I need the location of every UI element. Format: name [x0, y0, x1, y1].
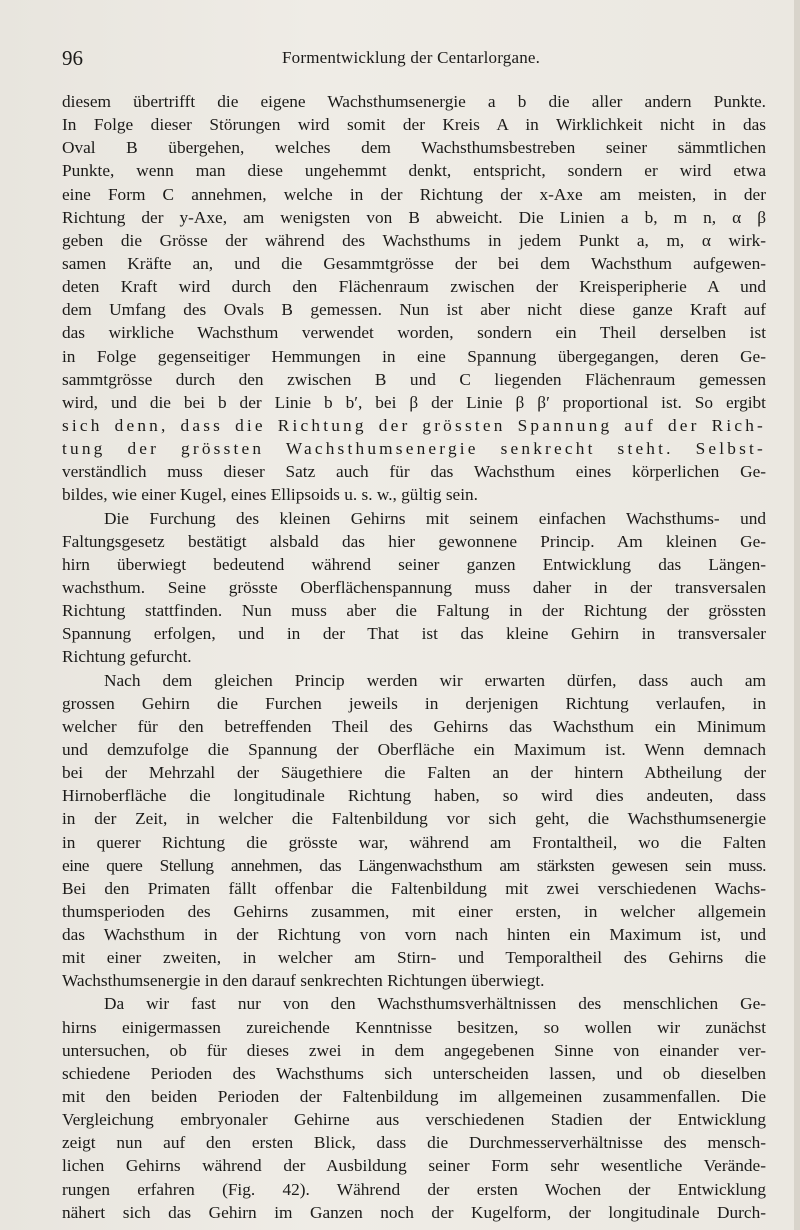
text-line: hirns einigermassen zureichende Kenntnisse besitzen, so wollen wir zunächst: [62, 1017, 766, 1037]
text-line: In Folge dieser Störungen wird somit der Kreis A in Wirklichkeit nicht in das: [62, 115, 766, 135]
text-line: deten Kraft wird durch den Flächenraum zwischen der Kreisperipherie A und: [62, 277, 766, 297]
text-line: geben die Grösse der während des Wachsthums in jedem Punkt a, m, α wirk-: [62, 230, 766, 250]
text-line: wachsthum. Seine grösste Oberflächenspannung muss daher in der transversalen: [62, 577, 766, 597]
body-text: [62, 90, 766, 1224]
paragraph-start: Nach dem gleichen Princip werden wir erwarten dürfen, dass auch am: [104, 670, 766, 690]
text-line: sammtgrösse durch den zwischen B und C liegenden Flächenraum gemessen: [62, 369, 766, 389]
text-line: Spannung erfolgen, und in der That ist das kleine Gehirn in transversaler: [62, 624, 766, 644]
text-line: Faltungsgesetz bestätigt alsbald das hier gewonnene Princip. Am kleinen Ge-: [62, 531, 766, 551]
running-head: Formentwicklung der Centarlorgane.: [282, 48, 541, 67]
page-header: [62, 46, 772, 72]
text-line: mit den beiden Perioden der Faltenbildung im allgemeinen zusammenfallen. Die: [62, 1087, 766, 1107]
text-line: schiedene Perioden des Wachsthums sich unterscheiden lassen, und ob dieselben: [62, 1063, 766, 1083]
text-line: Vergleichung embryonaler Gehirne aus verschiedenen Stadien der Entwicklung: [62, 1110, 766, 1130]
text-line: mit einer zweiten, in welcher am Stirn- und Temporaltheil des Gehirns die: [62, 948, 766, 968]
text-line: Richtung stattfinden. Nun muss aber die Faltung in der Richtung der grössten: [62, 601, 766, 621]
text-line: zeigt nun auf den ersten Blick, dass die Durchmesserverhältnisse des mensch-: [62, 1133, 766, 1153]
text-line: samen Kräfte an, und die Gesammtgrösse der bei dem Wachsthum aufgewen-: [62, 253, 766, 273]
text-line-spaced: sich denn, dass die Richtung der grössten Spannung auf der Rich-: [62, 415, 766, 435]
text-line: in der Zeit, in welcher die Faltenbildung vor sich geht, die Wachsthumsenergie: [62, 809, 766, 829]
text-line: Oval B übergehen, welches dem Wachsthumsbestreben seiner sämmtlichen: [62, 138, 766, 158]
page-number: 96: [62, 46, 83, 70]
text-line: thumsperioden des Gehirns zusammen, mit einer ersten, in welcher allgemein: [62, 901, 766, 921]
page-edge: [794, 0, 800, 1230]
text-line: Wachsthumsenergie in den darauf senkrechten Richtungen überwiegt.: [62, 971, 545, 991]
text-line: Richtung der y-Axe, am wenigsten von B abweicht. Die Linien a b, m n, α β: [62, 207, 766, 227]
text-line: hirn überwiegt bedeutend während seiner ganzen Entwicklung das Längen-: [62, 554, 766, 574]
text-line: welcher für den betreffenden Theil des Gehirns das Wachsthum ein Minimum: [62, 716, 766, 736]
text-line: untersuchen, ob für dieses zwei in dem angegebenen Sinne von einander ver-: [62, 1040, 766, 1060]
paragraph-start: Die Furchung des kleinen Gehirns mit seinem einfachen Wachsthums- und: [104, 508, 766, 528]
text-line: wird, und die bei b der Linie b b′, bei β der Linie β β′ proportional ist. So ergibt: [62, 392, 766, 412]
text-line: Punkte, wenn man diese ungehemmt denkt, entspricht, sondern er wird etwa: [62, 161, 766, 181]
text-line-spaced: tung der grössten Wachsthumsenergie senkrecht steht. Selbst-: [62, 439, 766, 459]
text-line: Bei den Primaten fällt offenbar die Faltenbildung mit zwei verschiedenen Wachs-: [62, 878, 766, 898]
text-line: in querer Richtung die grösste war, während am Frontaltheil, wo die Falten: [62, 832, 766, 852]
text-line: das Wachsthum in der Richtung von vorn nach hinten ein Maximum ist, und: [62, 925, 766, 945]
text-line: in Folge gegenseitiger Hemmungen in eine Spannung übergegangen, deren Ge-: [62, 346, 766, 366]
text-line: verständlich muss dieser Satz auch für das Wachsthum eines körperlichen Ge-: [62, 462, 766, 482]
text-line: lichen Gehirns während der Ausbildung seiner Form sehr wesentliche Verände-: [62, 1156, 766, 1176]
text-line: bildes, wie einer Kugel, eines Ellipsoids u. s. w., gültig sein.: [62, 485, 478, 505]
text-line: Richtung gefurcht.: [62, 647, 192, 667]
text-line: diesem übertrifft die eigene Wachsthumsenergie a b die aller andern Punkte.: [62, 92, 766, 111]
text-line: rungen erfahren (Fig. 42). Während der ersten Wochen der Entwicklung: [62, 1179, 766, 1199]
text-line: grossen Gehirn die Furchen jeweils in derjenigen Richtung verlaufen, in: [62, 693, 766, 713]
paragraph-start: Da wir fast nur von den Wachsthumsverhältnissen des menschlichen Ge-: [104, 994, 766, 1014]
text-line: dem Umfang des Ovals B gemessen. Nun ist aber nicht diese ganze Kraft auf: [62, 300, 766, 320]
text-line: eine Form C annehmen, welche in der Richtung der x-Axe am meisten, in der: [62, 184, 766, 204]
text-line: eine quere Stellung annehmen, das Längenwachsthum am stärksten gewesen sein muss.: [62, 855, 766, 875]
text-line: bei der Mehrzahl der Säugethiere die Falten an der hintern Abtheilung der: [62, 763, 766, 783]
text-line: Hirnoberfläche die longitudinale Richtung haben, so wird dies andeuten, dass: [62, 786, 766, 806]
text-line: das wirkliche Wachsthum verwendet worden, sondern ein Theil derselben ist: [62, 323, 766, 343]
text-line: und demzufolge die Spannung der Oberfläche ein Maximum ist. Wenn demnach: [62, 739, 766, 759]
text-line: nähert sich das Gehirn im Ganzen noch der Kugelform, der longitudinale Durch-: [62, 1202, 766, 1222]
